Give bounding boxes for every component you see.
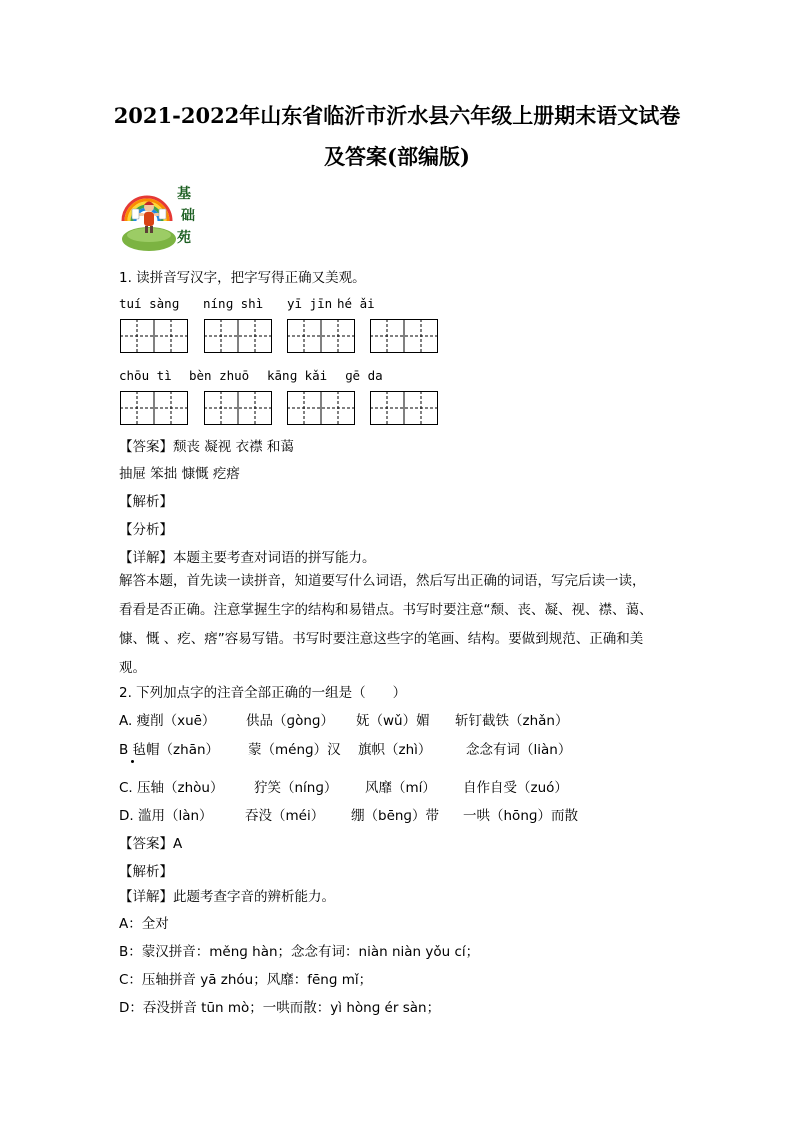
q2-option-c4: 自作自受（zuó） [463, 780, 568, 796]
writing-grid[interactable] [120, 391, 188, 425]
q1-explanation-line: 观。 [119, 660, 146, 676]
writing-grid[interactable] [287, 391, 355, 425]
q2-option-a3: 妩（wǔ）媚 [356, 713, 430, 729]
q1-answer-line1: 【答案】颓丧 凝视 衣襟 和蔼 [119, 439, 294, 455]
q1-pinyin-1: tuí sànɡ [119, 296, 180, 311]
q2-option-b2: 蒙（ménɡ）汉 [248, 742, 341, 758]
q2-option-a2: 供品（ɡònɡ） [246, 713, 334, 729]
q2-answer: 【答案】A [119, 836, 183, 852]
section-badge [119, 183, 203, 251]
q2-xiangjie: 【详解】此题考查字音的辨析能力。 [119, 889, 335, 905]
q2-option-b3: 旗帜（zhì） [358, 742, 432, 758]
q2-option-c2: 狞笑（nínɡ） [254, 780, 338, 796]
q2-question: 2. 下列加点字的注音全部正确的一组是（ ） [119, 685, 407, 701]
writing-grid[interactable] [370, 319, 438, 353]
q1-xiangjie: 【详解】本题主要考查对词语的拼写能力。 [119, 550, 376, 566]
doc-title-line1: 2021-2022年山东省临沂市沂水县六年级上册期末语文试卷 [113, 103, 681, 128]
q2-option-d3: 绷（bēnɡ）带 [351, 808, 440, 824]
q2-option-c1: C. 压轴（zhòu） [119, 780, 224, 796]
q1-pinyin-2: nínɡ shì [203, 296, 264, 311]
badge-char-2: 础 [181, 208, 195, 224]
q1-explanation-line: 慷、慨 、疙、瘩”容易写错。书写时要注意这些字的笔画、结构。要做到规范、正确和美 [119, 631, 644, 647]
writing-grid[interactable] [204, 391, 272, 425]
q1-jiexi: 【解析】 [119, 494, 173, 510]
q2-option-d1: D. 滥用（làn） [119, 808, 213, 824]
q1-pinyin-8: ɡē da [345, 368, 383, 383]
badge-char-3: 苑 [177, 230, 191, 246]
q2-detail-c: C：压轴拼音 yā zhóu；风靡：fēnɡ mǐ； [119, 972, 373, 988]
q1-explanation-line: 解答本题，首先读一读拼音，知道要写什么词语，然后写出正确的词语，写完后读一读， [119, 573, 646, 589]
writing-grid[interactable] [287, 319, 355, 353]
q2-option-a4: 斩钉截铁（zhǎn） [455, 713, 569, 729]
q1-pinyin-7: kānɡ kǎi [267, 368, 328, 383]
q1-answer-line2: 抽屉 笨拙 慷慨 疙瘩 [119, 466, 240, 482]
q1-pinyin-5: chōu tì [119, 368, 172, 383]
q2-option-c3: 风靡（mí） [365, 780, 436, 796]
q2-detail-b: B：蒙汉拼音：měnɡ hàn；念念有词：niàn niàn yǒu cí； [119, 944, 480, 960]
q2-option-b1: B 毡帽（zhān） [119, 742, 220, 758]
q2-option-b4: 念念有词（liàn） [466, 742, 572, 758]
q1-pinyin-4: hé ǎi [337, 296, 375, 311]
q1-question: 1. 读拼音写汉字，把字写得正确又美观。 [119, 270, 366, 286]
q1-explanation-line: 看看是否正确。注意掌握生字的结构和易错点。书写时要注意“颓、丧、凝、视、襟、蔼、 [119, 602, 653, 618]
q2-option-d2: 吞没（méi） [245, 808, 325, 824]
doc-title-line2: 及答案(部编版) [324, 144, 470, 169]
writing-grid[interactable] [204, 319, 272, 353]
q1-pinyin-6: bèn zhuō [189, 368, 250, 383]
emphasis-dot [131, 760, 134, 763]
q2-detail-d: D：吞没拼音 tūn mò；一哄而散：yì hònɡ ér sàn； [119, 1000, 441, 1016]
badge-char-1: 基 [177, 186, 191, 202]
q1-explanation [119, 567, 679, 683]
q2-jiexi: 【解析】 [119, 864, 173, 880]
q1-pinyin-3: yī jīn [287, 296, 333, 311]
q2-detail-a: A：全对 [119, 916, 169, 932]
q2-option-a1: A. 瘦削（xuē） [119, 713, 216, 729]
writing-grid[interactable] [370, 391, 438, 425]
q1-fenxi: 【分析】 [119, 522, 173, 538]
writing-grid[interactable] [120, 319, 188, 353]
q2-option-d4: 一哄（hōnɡ）而散 [463, 808, 578, 824]
